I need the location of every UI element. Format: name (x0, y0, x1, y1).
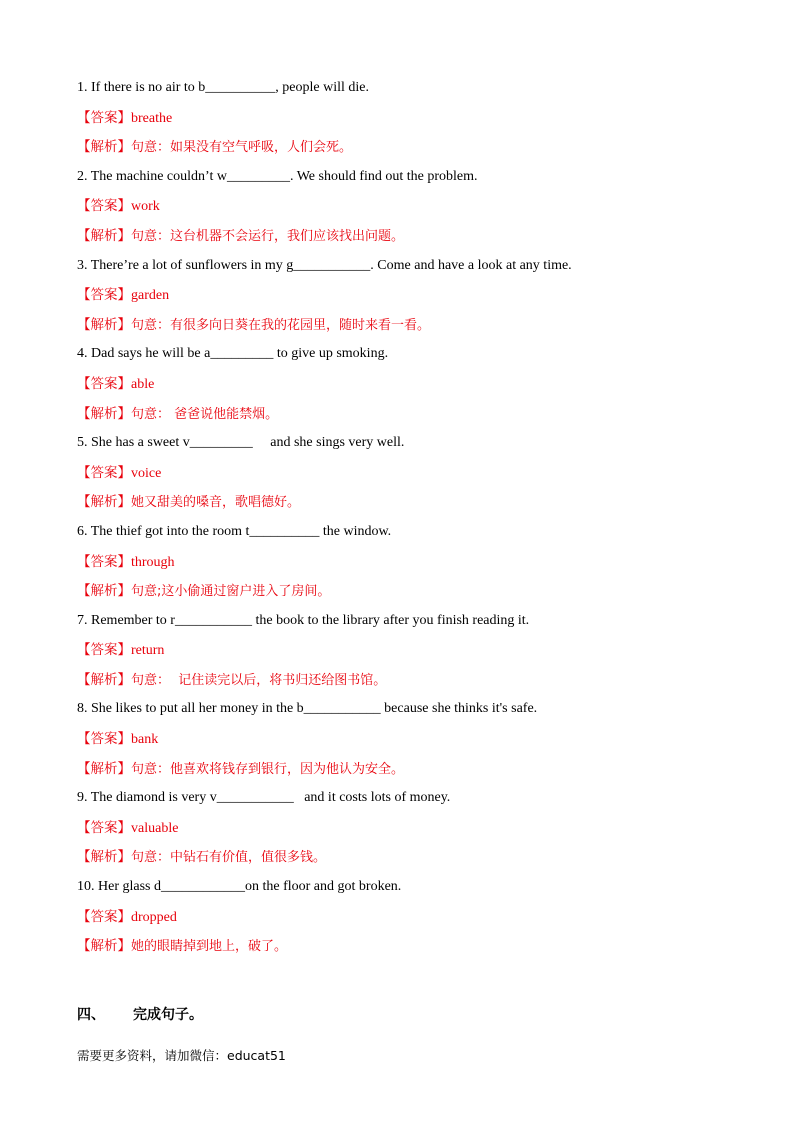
analysis-tag: 【解析】 (77, 849, 131, 866)
question-text: 8. She likes to put all her money in the b___________ because she thinks it's safe. (77, 701, 538, 717)
answer-tag: 【答案】 (77, 819, 131, 836)
answer-tag: 【答案】 (77, 287, 131, 304)
answer-line (77, 905, 757, 935)
question-text: 9. The diamond is very v___________ and it costs lots of money. (77, 790, 451, 806)
answer-line (77, 106, 757, 136)
analysis-tag: 【解析】 (77, 671, 131, 688)
analysis-text: 句意;这小偷通过窗户进入了房间。 (131, 584, 331, 600)
question-text: 7. Remember to r___________ the book to the library after you finish reading it. (77, 612, 530, 628)
answer-text: work (131, 199, 160, 215)
analysis-line (77, 845, 757, 875)
question-text: 2. The machine couldn’t w_________. We should find out the problem. (77, 168, 478, 184)
answer-text: bank (131, 732, 159, 748)
analysis-tag: 【解析】 (77, 227, 131, 244)
question-text: 1. If there is no air to b__________, people will die. (77, 80, 369, 95)
answer-tag: 【答案】 (77, 375, 131, 392)
analysis-line (77, 224, 757, 254)
analysis-line (77, 313, 757, 343)
answer-line (77, 638, 757, 668)
analysis-tag: 【解析】 (77, 316, 131, 333)
analysis-text: 句意：这台机器不会运行，我们应该找出问题。 (131, 228, 405, 244)
answer-tag: 【答案】 (77, 198, 131, 215)
analysis-text: 句意：有很多向日葵在我的花园里，随时来看一看。 (131, 317, 431, 333)
answer-text: dropped (131, 909, 177, 925)
answer-tag: 【答案】 (77, 908, 131, 925)
analysis-line (77, 757, 757, 787)
section-number: 四、 (77, 1007, 105, 1023)
answer-tag: 【答案】 (77, 731, 131, 748)
section-title: 完成句子。 (133, 1007, 203, 1023)
answer-text: voice (131, 465, 162, 481)
analysis-tag: 【解析】 (77, 583, 131, 600)
section-heading (77, 1004, 203, 1024)
answer-tag: 【答案】 (77, 109, 131, 126)
answer-text: return (131, 643, 165, 659)
question-text: 10. Her glass d____________on the floor and got broken. (77, 879, 402, 895)
analysis-tag: 【解析】 (77, 405, 131, 422)
answer-text: breathe (131, 110, 173, 126)
analysis-tag: 【解析】 (77, 494, 131, 511)
footer-note: 需要更多资料，请加微信：educat51 (77, 1048, 286, 1063)
analysis-text: 她的眼睛掉到地上，破了。 (131, 939, 288, 955)
answer-line (77, 283, 757, 313)
analysis-text: 句意：如果没有空气呼吸，人们会死。 (131, 140, 353, 156)
answer-line (77, 727, 757, 757)
exercise-list (77, 76, 757, 964)
analysis-text: 句意： 爸爸说他能禁烟。 (131, 406, 279, 422)
analysis-line (77, 934, 757, 964)
analysis-line (77, 490, 757, 520)
answer-line (77, 194, 757, 224)
analysis-text: 句意：他喜欢将钱存到银行，因为他认为安全。 (131, 761, 405, 777)
analysis-line (77, 135, 757, 165)
analysis-line (77, 668, 757, 698)
question-text: 3. There’re a lot of sunflowers in my g___________. Come and have a look at any time. (77, 257, 572, 273)
answer-text: valuable (131, 820, 179, 836)
answer-line (77, 372, 757, 402)
analysis-tag: 【解析】 (77, 139, 131, 156)
answer-line (77, 550, 757, 580)
question-text: 6. The thief got into the room t__________ the window. (77, 523, 392, 539)
answer-text: through (131, 554, 175, 570)
question-text: 5. She has a sweet v_________ and she sings very well. (77, 435, 405, 451)
analysis-text: 句意： 记住读完以后，将书归还给图书馆。 (131, 672, 387, 688)
analysis-line (77, 579, 757, 609)
analysis-tag: 【解析】 (77, 938, 131, 955)
answer-line (77, 461, 757, 491)
analysis-line (77, 402, 757, 432)
answer-line (77, 816, 757, 846)
question-text: 4. Dad says he will be a_________ to give up smoking. (77, 346, 389, 362)
answer-tag: 【答案】 (77, 642, 131, 659)
answer-tag: 【答案】 (77, 553, 131, 570)
answer-text: able (131, 376, 155, 392)
analysis-text: 她又甜美的嗓音，歌唱德好。 (131, 495, 301, 511)
answer-text: garden (131, 288, 170, 304)
analysis-tag: 【解析】 (77, 760, 131, 777)
answer-tag: 【答案】 (77, 464, 131, 481)
analysis-text: 句意：中钻石有价值，值很多钱。 (131, 850, 327, 866)
